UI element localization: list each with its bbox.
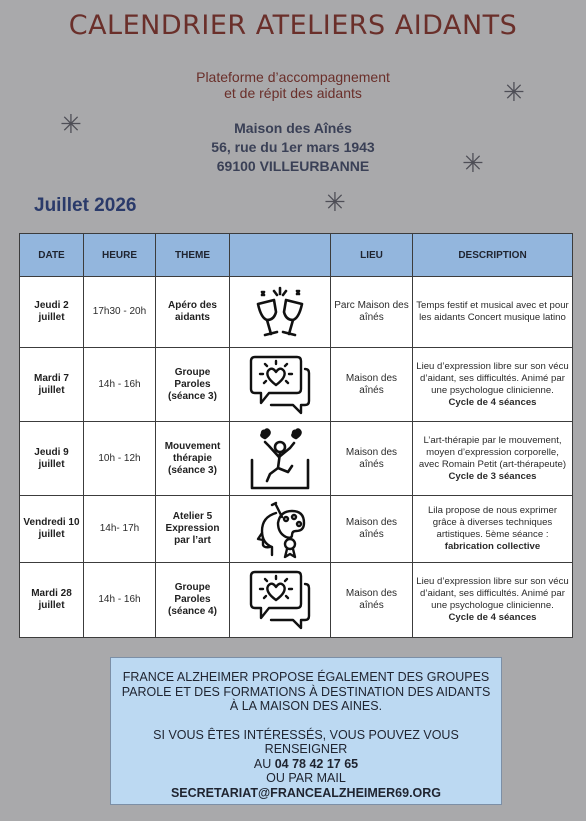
- info-phone-prefix: AU: [253, 756, 275, 771]
- heart-speech-bubble-icon: [247, 353, 313, 417]
- row-location: Parc Maison des aînés: [331, 277, 413, 348]
- row-theme: Groupe Paroles (séance 3): [156, 348, 230, 422]
- asterisk-decoration-icon: ✳: [60, 109, 82, 139]
- info-line: PAROLE ET DES FORMATIONS À DESTINATION DES AIDANTS: [121, 684, 491, 699]
- subtitle-line: et de répit des aidants: [224, 85, 362, 101]
- description-highlight: Cycle de 4 séances: [448, 612, 537, 623]
- address-line: 56, rue du 1er mars 1943: [211, 139, 375, 155]
- row-time: 14h - 16h: [84, 563, 156, 638]
- row-description: [413, 348, 573, 422]
- info-line: OU PAR MAIL: [266, 771, 346, 785]
- row-date: Vendredi 10 juillet: [20, 496, 84, 563]
- asterisk-decoration-icon: ✳: [503, 77, 525, 107]
- description-highlight: fabrication collective: [444, 541, 541, 552]
- row-theme: Apéro des aidants: [156, 277, 230, 348]
- workshop-table: [19, 233, 573, 638]
- col-header-date: DATE: [20, 234, 84, 277]
- col-header-description: DESCRIPTION: [413, 234, 573, 277]
- description-text: Lieu d’expression libre sur son vécu d’aidant, ses difficultés. Animé par une psychologue clinicienne.: [416, 360, 569, 396]
- row-description: [413, 277, 573, 348]
- row-description: [413, 422, 573, 496]
- row-time: 14h- 17h: [84, 496, 156, 563]
- row-date: Mardi 7 juillet: [20, 348, 84, 422]
- row-icon-cell: [230, 277, 331, 348]
- row-date: Jeudi 2 juillet: [20, 277, 84, 348]
- address-line: 69100 VILLEURBANNE: [216, 158, 370, 174]
- description-text: L’art-thérapie par le mouvement, moyen d’expression corporelle, avec Romain Petit (art-thérapeute): [418, 434, 567, 470]
- dancing-person-icon: [248, 426, 312, 492]
- description-text: Lila propose de nous exprimer grâce à diverses techniques artistiques. 5ème séance :: [427, 505, 558, 540]
- info-line: FRANCE ALZHEIMER PROPOSE ÉGALEMENT DES GROUPES: [122, 670, 490, 684]
- row-icon-cell: [230, 496, 331, 563]
- row-theme: Mouvement thérapie (séance 3): [156, 422, 230, 496]
- info-box: [110, 657, 502, 805]
- row-theme: Groupe Paroles (séance 4): [156, 563, 230, 638]
- table-row: [20, 422, 573, 496]
- row-theme: Atelier 5 Expression par l’art: [156, 496, 230, 563]
- row-location: Maison des aînés: [331, 563, 413, 638]
- row-icon-cell: [230, 563, 331, 638]
- row-description: [413, 563, 573, 638]
- table-header-row: [20, 234, 573, 277]
- description-highlight: Cycle de 4 séances: [448, 396, 537, 408]
- description-highlight: Cycle de 3 séances: [448, 470, 537, 482]
- row-icon-cell: [230, 348, 331, 422]
- col-header-heure: HEURE: [84, 234, 156, 277]
- col-header-icon: [230, 234, 331, 277]
- table-row: [20, 348, 573, 422]
- row-time: 10h - 12h: [84, 422, 156, 496]
- col-header-lieu: LIEU: [331, 234, 413, 277]
- toast-glasses-icon: [250, 282, 310, 342]
- info-line: SI VOUS ÊTES INTÉRESSÉS, VOUS POUVEZ VOUS RENSEIGNER: [153, 727, 459, 756]
- page-title: CALENDRIER ATELIERS AIDANTS: [68, 10, 518, 41]
- row-location: Maison des aînés: [331, 496, 413, 563]
- asterisk-decoration-icon: ✳: [324, 187, 346, 217]
- month-heading: Juillet 2026: [34, 195, 137, 216]
- row-time: 14h - 16h: [84, 348, 156, 422]
- table-row: [20, 563, 573, 638]
- subtitle-line: Plateforme d’accompagnement: [196, 69, 390, 85]
- description-text: Temps festif et musical avec et pour les aidants Concert musique latino: [416, 300, 569, 323]
- row-location: Maison des aînés: [331, 422, 413, 496]
- table-row: [20, 496, 573, 563]
- heart-speech-bubble-icon: [247, 568, 313, 632]
- row-time: 17h30 - 20h: [84, 277, 156, 348]
- address-line: Maison des Aînés: [234, 120, 352, 136]
- row-date: Jeudi 9 juillet: [20, 422, 84, 496]
- address: [0, 119, 586, 176]
- row-date: Mardi 28 juillet: [20, 563, 84, 638]
- row-description: [413, 496, 573, 563]
- table-row: [20, 277, 573, 348]
- creative-head-icon: [250, 499, 310, 559]
- row-icon-cell: [230, 422, 331, 496]
- col-header-theme: THEME: [156, 234, 230, 277]
- description-text: Lieu d’expression libre sur son vécu d’aidant, ses difficultés. Animé par une psychologue clinicienne.: [416, 576, 569, 611]
- phone-number[interactable]: 04 78 42 17 65: [274, 756, 359, 771]
- email-link[interactable]: SECRETARIAT@FRANCEALZHEIMER69.ORG: [170, 785, 442, 800]
- info-phone-line: [111, 757, 501, 772]
- row-location: Maison des aînés: [331, 348, 413, 422]
- info-line: À LA MAISON DES AINES.: [229, 699, 383, 713]
- asterisk-decoration-icon: ✳: [462, 148, 484, 178]
- subtitle: [0, 69, 586, 101]
